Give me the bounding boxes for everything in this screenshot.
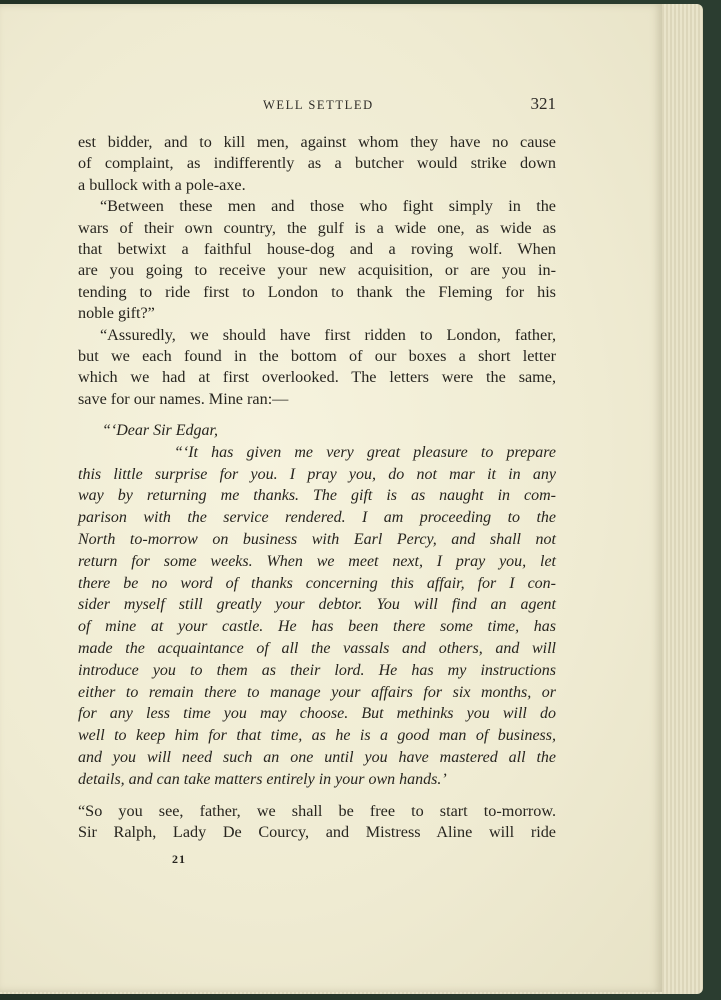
paragraph-1 <box>78 132 556 196</box>
text-line: est bidder, and to kill men, against whom they have no cause <box>78 133 556 151</box>
text-line: are you going to receive your new acquisition, or are you in- <box>78 261 556 280</box>
letter-line: North to-morrow on business with Earl Percy, and shall not <box>78 531 556 549</box>
paragraph-gap <box>78 791 556 801</box>
letter-line: for any less time you may choose. But methinks you will do <box>78 705 556 723</box>
letter-line: return for some weeks. When we meet next, I pray you, let <box>78 552 556 570</box>
letter-line: made the acquaintance of all the vassals and others, and will <box>78 640 556 658</box>
page-number: 321 <box>530 94 556 113</box>
letter-line: this little surprise for you. I pray you, do not mar it in any <box>78 465 556 483</box>
letter-quote <box>78 420 556 791</box>
paragraph-4 <box>78 801 556 844</box>
text-line: Sir Ralph, Lady De Courcy, and Mistress Aline will ride <box>78 823 556 842</box>
letter-line: either to remain there to manage your affairs for six months, or <box>78 683 556 701</box>
letter-line: parison with the service rendered. I am proceeding to the <box>78 509 556 527</box>
signature-mark: 21 <box>172 852 186 866</box>
text-line: but we each found in the bottom of our boxes a short letter <box>78 346 556 365</box>
text-line: save for our names. Mine ran:— <box>78 389 289 408</box>
text-line: of complaint, as indifferently as a butcher would strike down <box>78 154 556 173</box>
letter-line: introduce you to them as their lord. He has my instructions <box>78 661 556 679</box>
text-line: tending to ride first to London to thank the Fleming for his <box>78 282 556 301</box>
paragraph-2 <box>78 196 556 324</box>
text-line: which we had at first overlooked. The letters were the same, <box>78 368 556 387</box>
letter-line: way by returning me thanks. The gift is as naught in com- <box>78 487 556 505</box>
text-line: noble gift?” <box>78 304 155 323</box>
text-line: “Assuredly, we should have first ridden to London, father, <box>100 325 556 344</box>
book-page <box>0 4 662 992</box>
letter-line: of mine at your castle. He has been there some time, has <box>78 618 556 636</box>
running-title: WELL SETTLED <box>263 98 374 112</box>
text-line: that betwixt a faithful house-dog and a roving wolf. When <box>78 239 556 258</box>
letter-line: and you will need such an one until you have mastered all the <box>78 749 556 767</box>
letter-line: sider myself still greatly your debtor. You will find an agent <box>78 596 556 614</box>
text-line: “Between these men and those who fight simply in the <box>100 197 556 216</box>
letter-line: well to keep him for that time, as he is a good man of business, <box>78 727 556 745</box>
letter-salutation: “‘Dear Sir Edgar, <box>102 422 219 440</box>
text-line: “So you see, father, we shall be free to start to-morrow. <box>78 801 556 820</box>
letter-line: details, and can take matters entirely in your own hands.’ <box>78 770 447 788</box>
running-header <box>78 96 556 116</box>
body-text <box>78 132 556 843</box>
text-line: a bullock with a pole-axe. <box>78 175 246 194</box>
letter-line: there be no word of thanks concerning this affair, for I con- <box>78 574 556 592</box>
paragraph-gap <box>78 410 556 420</box>
paragraph-3 <box>78 325 556 411</box>
text-line: wars of their own country, the gulf is a wide one, as wide as <box>78 218 556 237</box>
letter-line: “‘It has given me very great pleasure to prepare <box>174 443 556 461</box>
